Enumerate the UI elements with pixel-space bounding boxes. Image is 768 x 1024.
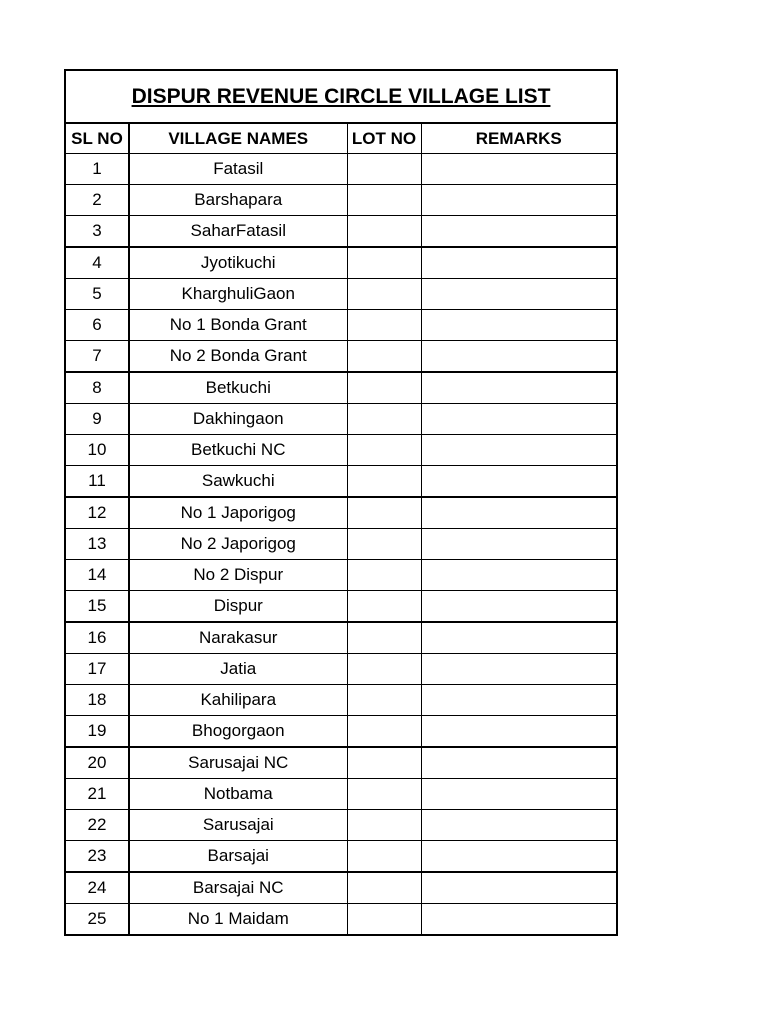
document-title-cell <box>65 70 617 123</box>
cell-village-name: Jyotikuchi <box>129 247 347 279</box>
cell-lot-no <box>347 841 421 873</box>
cell-lot-no <box>347 310 421 341</box>
cell-village-name: SaharFatasil <box>129 216 347 248</box>
cell-sl-no: 4 <box>65 247 129 279</box>
table-row <box>65 591 617 623</box>
table-row <box>65 747 617 779</box>
cell-lot-no <box>347 466 421 498</box>
cell-remarks <box>421 497 617 529</box>
cell-lot-no <box>347 372 421 404</box>
cell-remarks <box>421 404 617 435</box>
table-row <box>65 154 617 185</box>
cell-lot-no <box>347 247 421 279</box>
cell-remarks <box>421 216 617 248</box>
cell-sl-no: 17 <box>65 654 129 685</box>
cell-village-name: Barshapara <box>129 185 347 216</box>
cell-lot-no <box>347 404 421 435</box>
cell-remarks <box>421 154 617 185</box>
cell-lot-no <box>347 622 421 654</box>
cell-village-name: No 2 Japorigog <box>129 529 347 560</box>
title-row <box>65 70 617 123</box>
cell-remarks <box>421 654 617 685</box>
table-row <box>65 279 617 310</box>
column-header-row <box>65 123 617 154</box>
table-row <box>65 435 617 466</box>
cell-sl-no: 3 <box>65 216 129 248</box>
table-row <box>65 685 617 716</box>
table-row <box>65 310 617 341</box>
village-list-table <box>64 69 618 936</box>
cell-sl-no: 11 <box>65 466 129 498</box>
cell-lot-no <box>347 810 421 841</box>
cell-village-name: Sarusajai <box>129 810 347 841</box>
cell-lot-no <box>347 154 421 185</box>
village-rows <box>65 154 617 936</box>
cell-remarks <box>421 591 617 623</box>
cell-sl-no: 22 <box>65 810 129 841</box>
village-list-sheet <box>64 69 616 936</box>
table-row <box>65 904 617 936</box>
cell-village-name: Jatia <box>129 654 347 685</box>
cell-sl-no: 23 <box>65 841 129 873</box>
cell-lot-no <box>347 529 421 560</box>
cell-village-name: Sawkuchi <box>129 466 347 498</box>
table-row <box>65 247 617 279</box>
cell-sl-no: 18 <box>65 685 129 716</box>
cell-remarks <box>421 872 617 904</box>
cell-village-name: Barsajai NC <box>129 872 347 904</box>
table-row <box>65 466 617 498</box>
cell-remarks <box>421 904 617 936</box>
cell-lot-no <box>347 341 421 373</box>
cell-sl-no: 6 <box>65 310 129 341</box>
cell-remarks <box>421 716 617 748</box>
cell-lot-no <box>347 779 421 810</box>
cell-village-name: KharghuliGaon <box>129 279 347 310</box>
table-row <box>65 841 617 873</box>
cell-village-name: Narakasur <box>129 622 347 654</box>
cell-lot-no <box>347 435 421 466</box>
column-header-lot-no: LOT NO <box>347 123 421 154</box>
cell-remarks <box>421 247 617 279</box>
cell-remarks <box>421 841 617 873</box>
table-row <box>65 622 617 654</box>
cell-lot-no <box>347 560 421 591</box>
cell-sl-no: 5 <box>65 279 129 310</box>
cell-sl-no: 8 <box>65 372 129 404</box>
cell-village-name: No 1 Japorigog <box>129 497 347 529</box>
column-header-remarks: REMARKS <box>421 123 617 154</box>
cell-remarks <box>421 779 617 810</box>
cell-sl-no: 20 <box>65 747 129 779</box>
cell-sl-no: 21 <box>65 779 129 810</box>
cell-sl-no: 24 <box>65 872 129 904</box>
cell-lot-no <box>347 685 421 716</box>
cell-lot-no <box>347 654 421 685</box>
cell-lot-no <box>347 747 421 779</box>
cell-sl-no: 9 <box>65 404 129 435</box>
cell-village-name: Fatasil <box>129 154 347 185</box>
cell-remarks <box>421 310 617 341</box>
cell-sl-no: 10 <box>65 435 129 466</box>
cell-village-name: Sarusajai NC <box>129 747 347 779</box>
cell-remarks <box>421 747 617 779</box>
table-row <box>65 654 617 685</box>
cell-sl-no: 12 <box>65 497 129 529</box>
table-row <box>65 185 617 216</box>
cell-remarks <box>421 466 617 498</box>
cell-village-name: Dispur <box>129 591 347 623</box>
cell-sl-no: 7 <box>65 341 129 373</box>
column-header-village-names: VILLAGE NAMES <box>129 123 347 154</box>
cell-village-name: Kahilipara <box>129 685 347 716</box>
table-row <box>65 341 617 373</box>
cell-lot-no <box>347 872 421 904</box>
cell-village-name: Betkuchi <box>129 372 347 404</box>
cell-remarks <box>421 810 617 841</box>
cell-sl-no: 16 <box>65 622 129 654</box>
cell-sl-no: 15 <box>65 591 129 623</box>
cell-lot-no <box>347 216 421 248</box>
cell-remarks <box>421 560 617 591</box>
cell-lot-no <box>347 279 421 310</box>
table-row <box>65 810 617 841</box>
cell-remarks <box>421 435 617 466</box>
cell-lot-no <box>347 185 421 216</box>
table-row <box>65 372 617 404</box>
table-row <box>65 216 617 248</box>
cell-village-name: No 2 Bonda Grant <box>129 341 347 373</box>
document-title: DISPUR REVENUE CIRCLE VILLAGE LIST <box>131 84 551 108</box>
cell-lot-no <box>347 497 421 529</box>
cell-sl-no: 2 <box>65 185 129 216</box>
table-row <box>65 404 617 435</box>
cell-village-name: No 1 Bonda Grant <box>129 310 347 341</box>
cell-sl-no: 14 <box>65 560 129 591</box>
table-row <box>65 779 617 810</box>
cell-sl-no: 19 <box>65 716 129 748</box>
cell-remarks <box>421 529 617 560</box>
cell-remarks <box>421 372 617 404</box>
cell-village-name: Betkuchi NC <box>129 435 347 466</box>
cell-village-name: Notbama <box>129 779 347 810</box>
cell-remarks <box>421 185 617 216</box>
cell-remarks <box>421 685 617 716</box>
table-row <box>65 716 617 748</box>
table-row <box>65 872 617 904</box>
cell-sl-no: 1 <box>65 154 129 185</box>
cell-village-name: No 2 Dispur <box>129 560 347 591</box>
cell-lot-no <box>347 716 421 748</box>
cell-village-name: Barsajai <box>129 841 347 873</box>
cell-remarks <box>421 622 617 654</box>
cell-sl-no: 25 <box>65 904 129 936</box>
cell-lot-no <box>347 591 421 623</box>
table-row <box>65 497 617 529</box>
cell-village-name: Dakhingaon <box>129 404 347 435</box>
cell-village-name: Bhogorgaon <box>129 716 347 748</box>
cell-lot-no <box>347 904 421 936</box>
cell-remarks <box>421 341 617 373</box>
cell-sl-no: 13 <box>65 529 129 560</box>
table-row <box>65 529 617 560</box>
table-row <box>65 560 617 591</box>
column-header-sl-no: SL NO <box>65 123 129 154</box>
cell-remarks <box>421 279 617 310</box>
cell-village-name: No 1 Maidam <box>129 904 347 936</box>
